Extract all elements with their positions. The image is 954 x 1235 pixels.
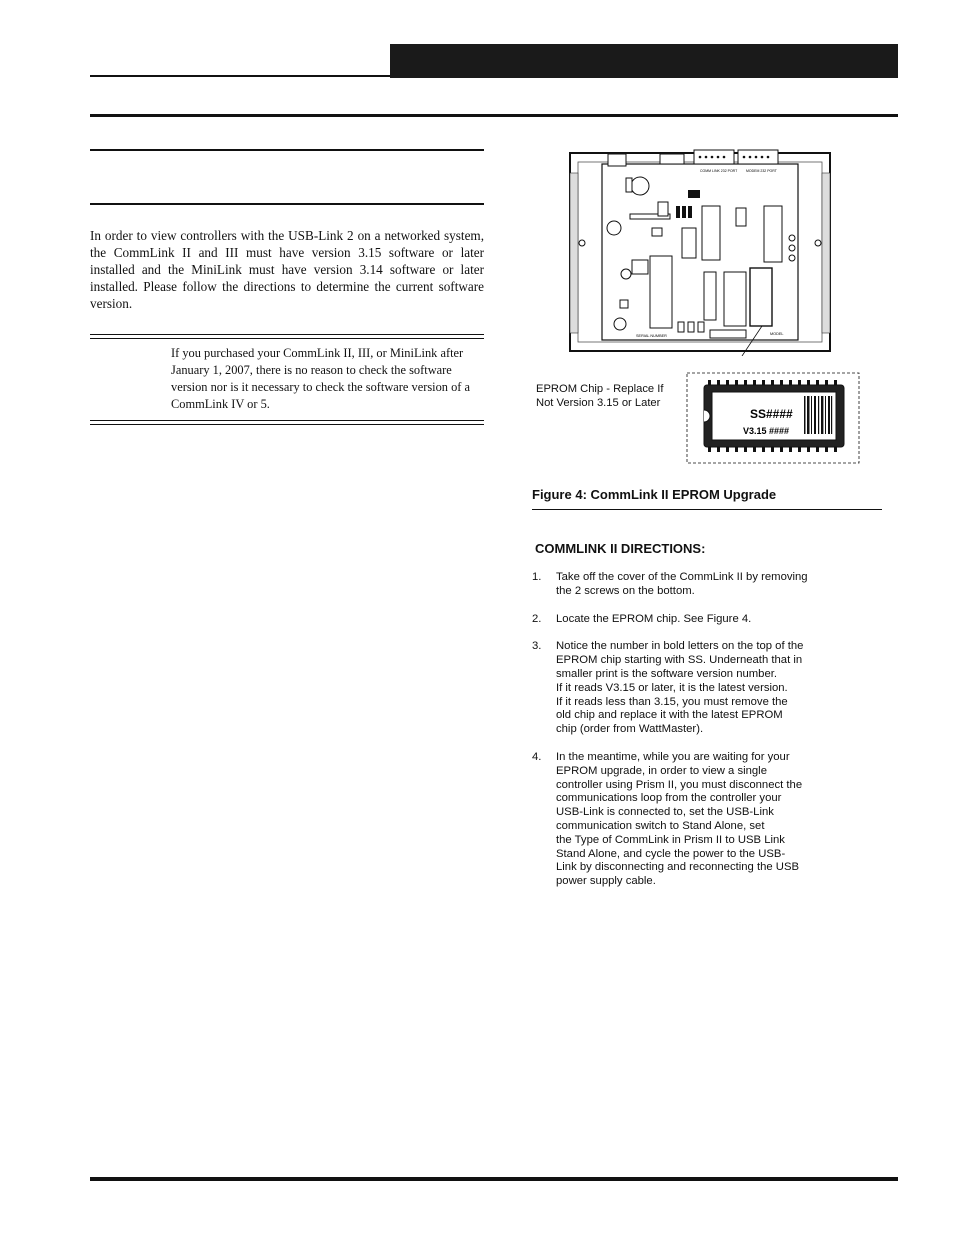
step-text-line: old chip and replace it with the latest EPROM (556, 709, 783, 722)
figure-caption: Figure 4: CommLink II EPROM Upgrade (532, 487, 777, 502)
commlink-board-diagram (560, 148, 840, 356)
footer-rule (90, 1177, 898, 1181)
step-text-line: power supply cable. (556, 875, 656, 888)
section-rule (90, 114, 898, 117)
serial-number-label: SERIAL NUMBER (636, 334, 667, 338)
chip-label-bottom: V3.15 #### (743, 426, 790, 436)
step-text-line: Notice the number in bold letters on the top of the (556, 640, 804, 653)
callout-line: Not Version 3.15 or Later (536, 397, 661, 409)
intro-paragraph: In order to view controllers with the USB-Link 2 on a networked system, the CommLink II and III must have version 3.15 software or later installed and the MiniLink must have version 3.14 software or later installed. Please follow the directions to determine the current software version. (90, 228, 484, 312)
header-rule (90, 75, 390, 77)
direction-step (532, 613, 852, 627)
step-text-line: communications loop from the controller your (556, 792, 782, 805)
note-top-rule (90, 334, 484, 335)
note-top-rule (90, 338, 484, 339)
step-text-line: In the meantime, while you are waiting for your (556, 750, 790, 763)
step-text-line: If it reads V3.15 or later, it is the latest version. (556, 681, 788, 694)
step-number: 3. (532, 640, 542, 653)
eprom-chip-detail (686, 372, 860, 464)
note-bottom-rule (90, 420, 484, 421)
direction-step (532, 640, 852, 737)
eprom-callout-label (536, 382, 686, 410)
step-text-line: Locate the EPROM chip. See Figure 4. (556, 612, 752, 625)
step-text-line: the Type of CommLink in Prism II to USB Link (556, 833, 785, 846)
step-text-line: USB-Link is connected to, set the USB-Link (556, 806, 774, 819)
heading-top-rule (90, 149, 484, 151)
header-band (390, 44, 898, 78)
step-text-line: communication switch to Stand Alone, set (556, 819, 765, 832)
step-text-line: the 2 screws on the bottom. (556, 584, 695, 597)
step-text-line: Link by disconnecting and reconnecting the USB (556, 861, 800, 874)
direction-step (532, 751, 852, 889)
step-number: 4. (532, 750, 542, 763)
step-text-line: EPROM chip starting with SS. Underneath that in (556, 654, 803, 667)
step-text-line: Stand Alone, and cycle the power to the USB- (556, 847, 786, 860)
callout-line: EPROM Chip - Replace If (536, 383, 664, 395)
note-text: If you purchased your CommLink II, III, or MiniLink after January 1, 2007, there is no reason to check the software version nor is it necessary to check the software version of a CommLink IV or 5. (171, 346, 470, 411)
step-text-line: smaller print is the software version number. (556, 667, 778, 680)
heading-bottom-rule (90, 203, 484, 205)
chip-label-top: SS#### (750, 407, 793, 421)
step-text-line: Take off the cover of the CommLink II by removing (556, 571, 808, 583)
model-label: MODEL (770, 332, 784, 336)
step-number: 2. (532, 612, 542, 625)
modem-port-label: MODEM 232 PORT (746, 169, 777, 173)
step-text-line: controller using Prism II, you must disconnect the (556, 778, 803, 791)
note-bottom-rule (90, 424, 484, 425)
step-number: 1. (532, 571, 542, 583)
step-text-line: If it reads less than 3.15, you must remove the (556, 695, 788, 708)
comm-link-port-label: COMM LINK 232 PORT (700, 169, 738, 173)
directions-list (532, 571, 852, 903)
direction-step (532, 571, 852, 599)
step-text-line: chip (order from WattMaster). (556, 723, 704, 736)
step-text-line: EPROM upgrade, in order to view a single (556, 764, 767, 777)
directions-title: COMMLINK II DIRECTIONS: (535, 541, 706, 556)
caption-rule (532, 509, 882, 510)
